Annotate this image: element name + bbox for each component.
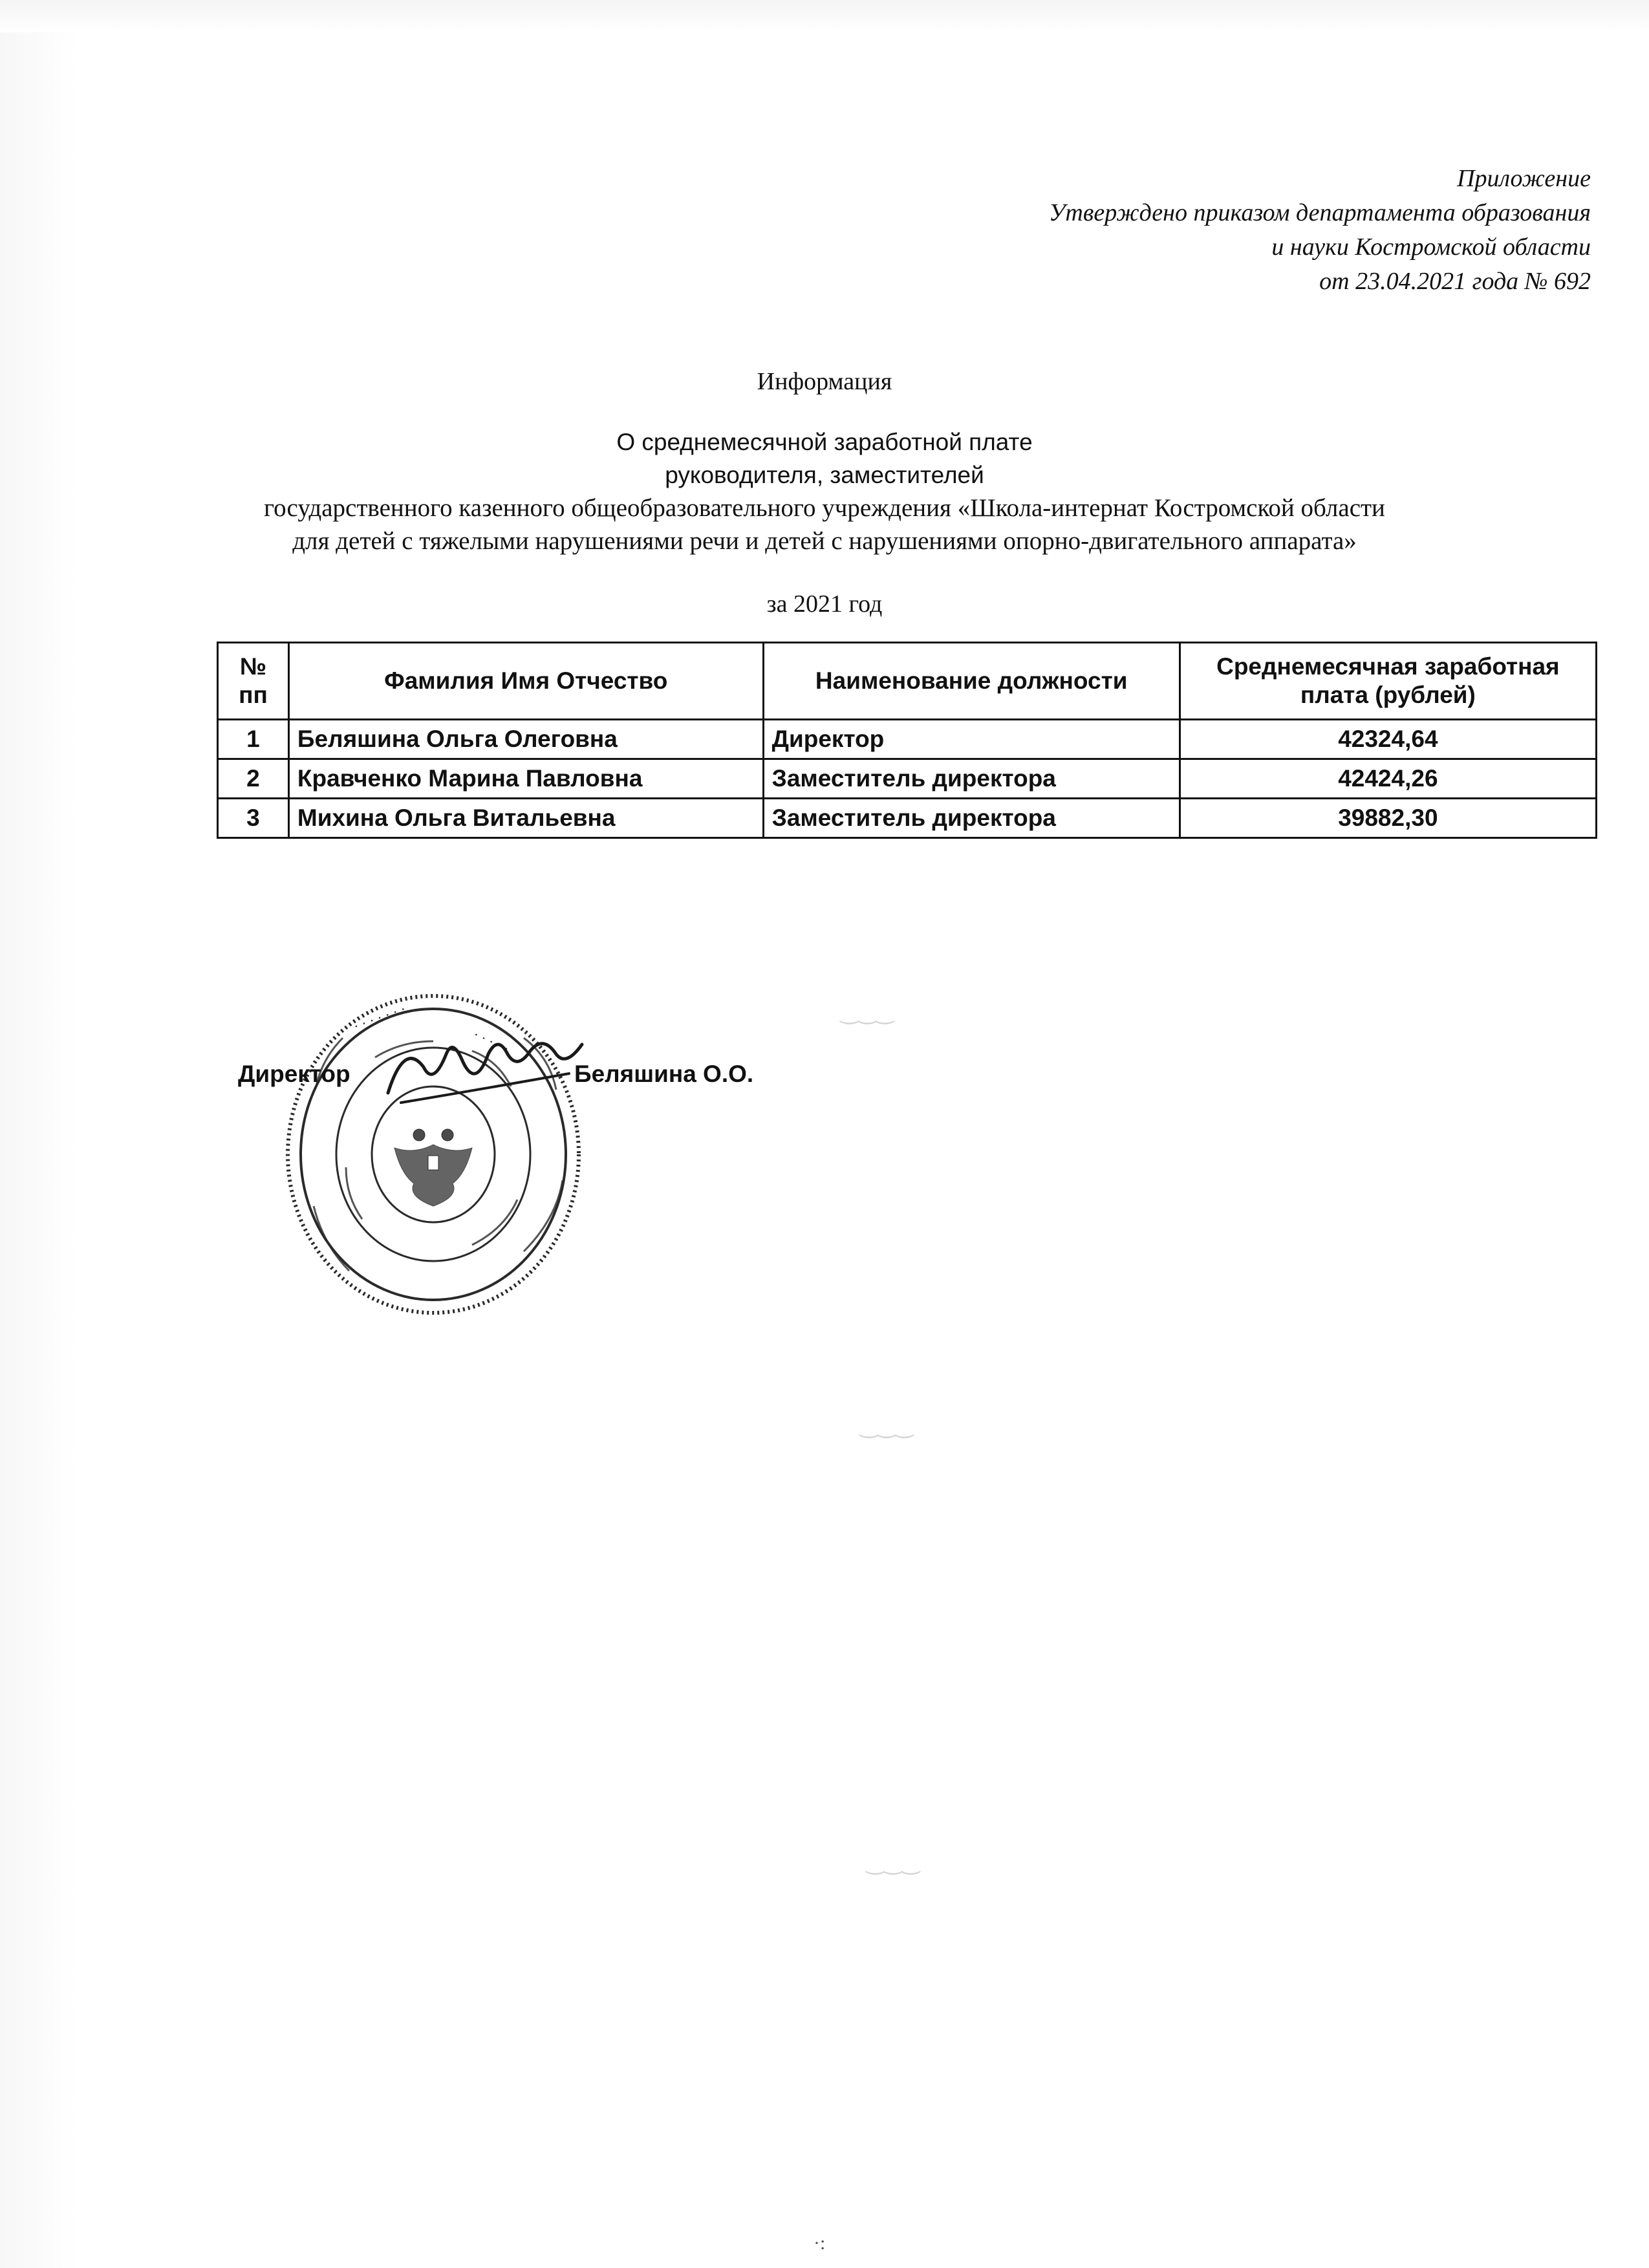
svg-text:· · · · · · ·: · · · · · · · (351, 1000, 408, 1035)
bleed-through-mark: ‿‿‿ (841, 1000, 894, 1024)
appendix-line: и науки Костромской области (1271, 233, 1591, 261)
row-salary: 42424,26 (1180, 759, 1596, 799)
bleed-through-mark: ‿‿‿ (867, 1851, 920, 1875)
row-salary: 39882,30 (1180, 799, 1596, 838)
header-position: Наименование должности (763, 643, 1180, 720)
subtitle-line: руководителя, заместителей (665, 462, 984, 488)
institution-line: для детей с тяжелыми нарушениями речи и детей с нарушениями опорно-двигательного аппарата» (292, 527, 1357, 555)
row-number: 2 (218, 759, 289, 799)
header-number: № пп (218, 643, 289, 720)
row-position: Заместитель директора (763, 799, 1180, 838)
table-header-row (218, 643, 1597, 720)
row-position: Директор (763, 720, 1180, 759)
svg-text:· · · · ·: · · · · · (470, 1026, 512, 1057)
bleed-through-mark: ‿‿‿ (860, 1414, 913, 1438)
row-full-name: Беляшина Ольга Олеговна (288, 720, 763, 759)
report-period: за 2021 год (766, 590, 883, 618)
table-row (218, 799, 1597, 838)
document-subtitle (97, 426, 1552, 557)
row-number: 1 (218, 720, 289, 759)
signature-line (238, 1061, 885, 1099)
scan-edge-left (0, 0, 78, 2268)
appendix-block (685, 162, 1591, 299)
signatory-name: Беляшина О.О. (574, 1061, 754, 1087)
scan-speck: ·: (814, 2232, 826, 2254)
signatory-title: Директор (238, 1061, 350, 1087)
appendix-line: Утверждено приказом департамента образования (1048, 199, 1591, 226)
document-title: Информация (757, 368, 892, 395)
appendix-line: Приложение (1457, 165, 1591, 192)
institution-line: государственного казенного общеобразовательного учреждения «Школа-интернат Костромской области (264, 494, 1385, 522)
header-salary: Среднемесячная заработная плата (рублей) (1180, 643, 1596, 720)
header-full-name: Фамилия Имя Отчество (288, 643, 763, 720)
appendix-line: от 23.04.2021 года № 692 (1319, 268, 1591, 295)
table-row (218, 759, 1597, 799)
row-full-name: Михина Ольга Витальевна (288, 799, 763, 838)
table-row (218, 720, 1597, 759)
salary-table (217, 642, 1597, 839)
row-number: 3 (218, 799, 289, 838)
row-full-name: Кравченко Марина Павловна (288, 759, 763, 799)
row-position: Заместитель директора (763, 759, 1180, 799)
row-salary: 42324,64 (1180, 720, 1596, 759)
subtitle-line: О среднемесячной заработной плате (616, 429, 1033, 455)
scan-edge-top (0, 0, 1649, 32)
